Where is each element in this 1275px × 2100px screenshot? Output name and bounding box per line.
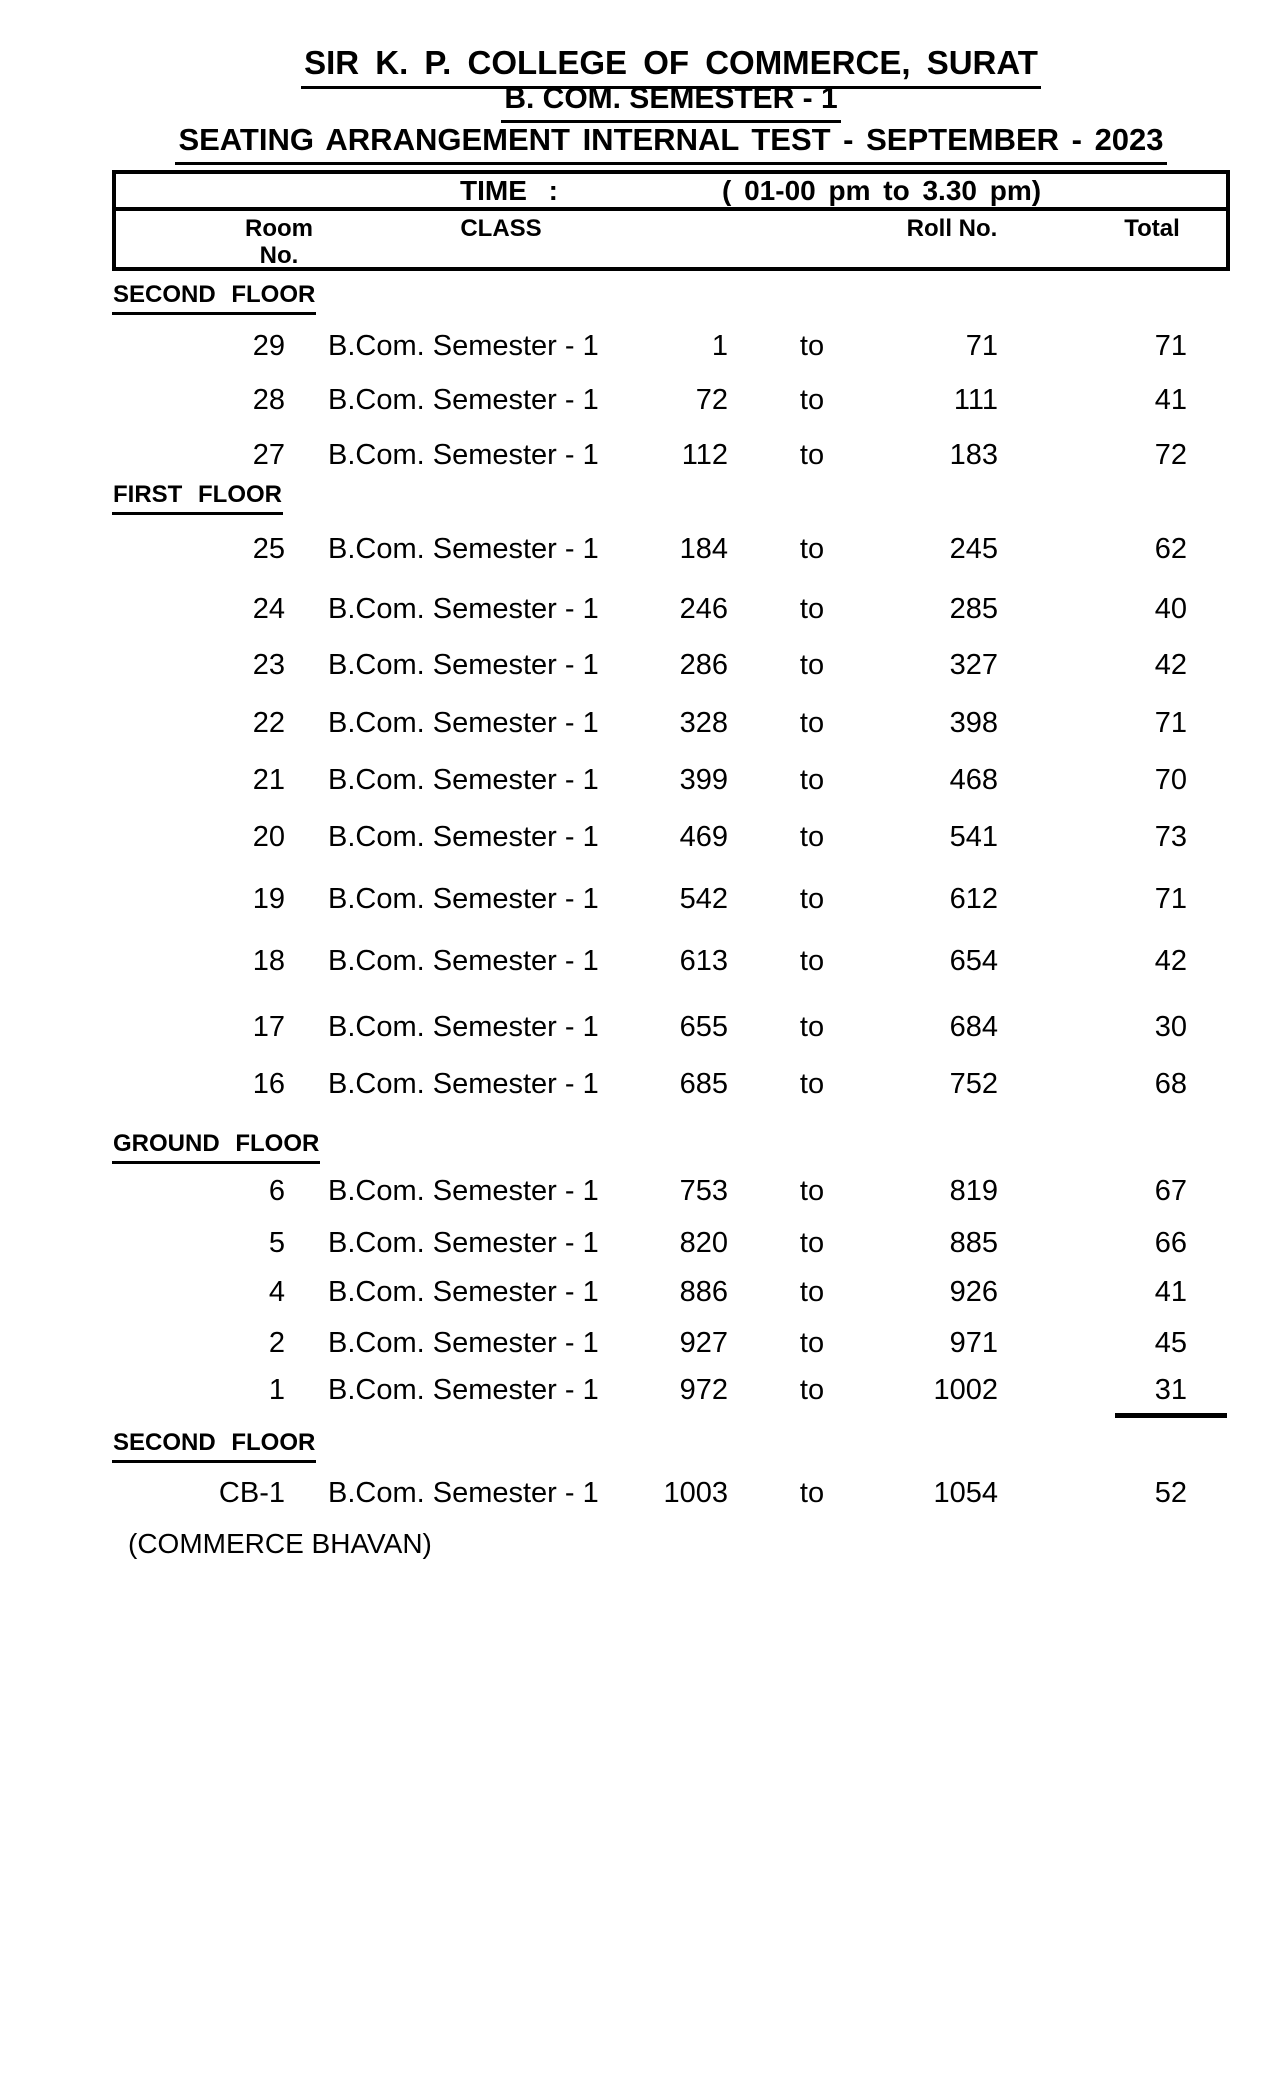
total-count: 45 <box>1154 1327 1187 1359</box>
roll-end: 1002 <box>933 1374 998 1406</box>
roll-end: 819 <box>949 1175 998 1207</box>
total-count: 52 <box>1154 1477 1187 1509</box>
room-number: 23 <box>252 649 285 681</box>
section-heading <box>112 281 316 315</box>
total-count: 40 <box>1154 593 1187 625</box>
total-count: 70 <box>1154 764 1187 796</box>
room-number: 29 <box>252 330 285 362</box>
room-number: 20 <box>252 821 285 853</box>
roll-end: 327 <box>949 649 998 681</box>
column-header-roll: Roll No. <box>906 215 998 242</box>
roll-start: 1 <box>711 330 728 362</box>
to-label: to <box>799 533 825 565</box>
room-number: CB-1 <box>218 1477 285 1509</box>
section-heading <box>112 1429 316 1463</box>
column-header-room-line2: No. <box>259 242 299 269</box>
roll-end: 398 <box>949 707 998 739</box>
roll-end: 183 <box>949 439 998 471</box>
class-name: B.Com. Semester - 1 <box>328 707 599 739</box>
section-heading <box>112 1130 320 1164</box>
column-header-room <box>209 215 349 269</box>
room-number: 5 <box>268 1227 285 1259</box>
table-row <box>112 331 1230 361</box>
roll-start: 927 <box>679 1327 728 1359</box>
roll-end: 752 <box>949 1068 998 1100</box>
class-name: B.Com. Semester - 1 <box>328 1175 599 1207</box>
roll-end: 71 <box>965 330 998 362</box>
roll-start: 469 <box>679 821 728 853</box>
roll-end: 245 <box>949 533 998 565</box>
to-label: to <box>799 1374 825 1406</box>
total-count: 41 <box>1154 1276 1187 1308</box>
roll-start: 328 <box>679 707 728 739</box>
roll-start: 286 <box>679 649 728 681</box>
column-header-row <box>116 211 1226 267</box>
total-count: 68 <box>1154 1068 1187 1100</box>
roll-start: 112 <box>681 439 728 471</box>
class-name: B.Com. Semester - 1 <box>328 1477 599 1509</box>
table-row <box>112 884 1230 914</box>
section-heading-text: FIRST FLOOR <box>112 481 283 515</box>
class-name: B.Com. Semester - 1 <box>328 1227 599 1259</box>
table-row <box>112 1328 1230 1358</box>
total-count: 41 <box>1154 384 1187 416</box>
roll-end: 971 <box>949 1327 998 1359</box>
roll-start: 72 <box>695 384 728 416</box>
roll-start: 886 <box>679 1276 728 1308</box>
total-count: 67 <box>1154 1175 1187 1207</box>
room-number: 19 <box>252 883 285 915</box>
class-name: B.Com. Semester - 1 <box>328 1327 599 1359</box>
class-name: B.Com. Semester - 1 <box>328 1374 599 1406</box>
total-count: 71 <box>1154 707 1187 739</box>
class-name: B.Com. Semester - 1 <box>328 821 599 853</box>
to-label: to <box>799 649 825 681</box>
to-label: to <box>799 1011 825 1043</box>
to-label: to <box>799 821 825 853</box>
table-row <box>112 946 1230 976</box>
roll-end: 684 <box>949 1011 998 1043</box>
room-number: 24 <box>252 593 285 625</box>
total-count: 31 <box>1154 1374 1187 1406</box>
section-heading <box>112 481 283 515</box>
roll-end: 654 <box>949 945 998 977</box>
total-sum-line <box>1115 1413 1227 1418</box>
class-name: B.Com. Semester - 1 <box>328 1011 599 1043</box>
roll-start: 1003 <box>663 1477 728 1509</box>
college-title-text: SIR K. P. COLLEGE OF COMMERCE, SURAT <box>301 44 1041 89</box>
roll-end: 926 <box>949 1276 998 1308</box>
to-label: to <box>799 1276 825 1308</box>
table-row <box>112 1228 1230 1258</box>
time-label: TIME : <box>460 175 558 206</box>
table-row <box>112 822 1230 852</box>
roll-start: 685 <box>679 1068 728 1100</box>
room-number: 22 <box>252 707 285 739</box>
class-name: B.Com. Semester - 1 <box>328 649 599 681</box>
class-name: B.Com. Semester - 1 <box>328 764 599 796</box>
total-count: 73 <box>1154 821 1187 853</box>
time-row <box>116 174 1226 211</box>
to-label: to <box>799 883 825 915</box>
total-count: 71 <box>1154 330 1187 362</box>
roll-end: 468 <box>949 764 998 796</box>
exam-title-text: SEATING ARRANGEMENT INTERNAL TEST - SEPTEMBER - 2023 <box>175 122 1166 165</box>
roll-start: 613 <box>679 945 728 977</box>
room-number: 4 <box>268 1276 285 1308</box>
table-row <box>112 594 1230 624</box>
to-label: to <box>799 945 825 977</box>
column-header-room-line1: Room <box>245 215 313 242</box>
to-label: to <box>799 593 825 625</box>
class-name: B.Com. Semester - 1 <box>328 384 599 416</box>
semester-title-text: B. COM. SEMESTER - 1 <box>501 82 840 123</box>
table-row <box>112 1069 1230 1099</box>
class-name: B.Com. Semester - 1 <box>328 593 599 625</box>
table-row <box>112 1478 1230 1508</box>
class-name: B.Com. Semester - 1 <box>328 439 599 471</box>
to-label: to <box>799 764 825 796</box>
roll-end: 1054 <box>933 1477 998 1509</box>
roll-start: 820 <box>679 1227 728 1259</box>
class-name: B.Com. Semester - 1 <box>328 945 599 977</box>
roll-start: 184 <box>679 533 728 565</box>
roll-start: 246 <box>679 593 728 625</box>
to-label: to <box>799 1175 825 1207</box>
room-number: 1 <box>268 1374 285 1406</box>
table-row <box>112 385 1230 415</box>
class-name: B.Com. Semester - 1 <box>328 883 599 915</box>
to-label: to <box>799 384 825 416</box>
table-row <box>112 650 1230 680</box>
room-number: 21 <box>252 764 285 796</box>
commerce-bhavan-note: (COMMERCE BHAVAN) <box>128 1528 432 1559</box>
class-name: B.Com. Semester - 1 <box>328 533 599 565</box>
to-label: to <box>799 439 825 471</box>
column-header-total: Total <box>1124 215 1180 242</box>
roll-end: 541 <box>949 821 998 853</box>
semester-title <box>112 82 1230 123</box>
column-header-class: CLASS <box>460 215 542 242</box>
room-number: 17 <box>252 1011 285 1043</box>
document-content <box>112 0 1230 2100</box>
exam-title <box>112 122 1230 165</box>
roll-start: 542 <box>679 883 728 915</box>
table-row <box>112 1277 1230 1307</box>
table-row <box>112 1375 1230 1405</box>
table-row <box>112 765 1230 795</box>
time-value: ( 01-00 pm to 3.30 pm) <box>722 175 1042 206</box>
room-number: 16 <box>252 1068 285 1100</box>
roll-end: 885 <box>949 1227 998 1259</box>
room-number: 28 <box>252 384 285 416</box>
to-label: to <box>799 1068 825 1100</box>
roll-end: 612 <box>949 883 998 915</box>
total-count: 66 <box>1154 1227 1187 1259</box>
section-heading-text: SECOND FLOOR <box>112 1429 316 1463</box>
roll-start: 655 <box>679 1011 728 1043</box>
total-count: 71 <box>1154 883 1187 915</box>
room-number: 6 <box>268 1175 285 1207</box>
roll-end: 111 <box>953 384 998 416</box>
total-count: 72 <box>1154 439 1187 471</box>
table-row <box>112 708 1230 738</box>
to-label: to <box>799 1477 825 1509</box>
to-label: to <box>799 707 825 739</box>
roll-start: 753 <box>679 1175 728 1207</box>
class-name: B.Com. Semester - 1 <box>328 330 599 362</box>
to-label: to <box>799 330 825 362</box>
to-label: to <box>799 1327 825 1359</box>
roll-start: 399 <box>679 764 728 796</box>
class-name: B.Com. Semester - 1 <box>328 1276 599 1308</box>
total-count: 30 <box>1154 1011 1187 1043</box>
room-number: 27 <box>252 439 285 471</box>
roll-start: 972 <box>679 1374 728 1406</box>
room-number: 2 <box>268 1327 285 1359</box>
section-heading-text: SECOND FLOOR <box>112 281 316 315</box>
room-number: 25 <box>252 533 285 565</box>
table-row <box>112 534 1230 564</box>
table-row <box>112 1012 1230 1042</box>
roll-end: 285 <box>949 593 998 625</box>
total-count: 42 <box>1154 649 1187 681</box>
room-number: 18 <box>252 945 285 977</box>
table-row <box>112 440 1230 470</box>
total-count: 42 <box>1154 945 1187 977</box>
section-heading-text: GROUND FLOOR <box>112 1130 320 1164</box>
class-name: B.Com. Semester - 1 <box>328 1068 599 1100</box>
to-label: to <box>799 1227 825 1259</box>
table-row <box>112 1176 1230 1206</box>
total-count: 62 <box>1154 533 1187 565</box>
table-header-box <box>112 170 1230 271</box>
